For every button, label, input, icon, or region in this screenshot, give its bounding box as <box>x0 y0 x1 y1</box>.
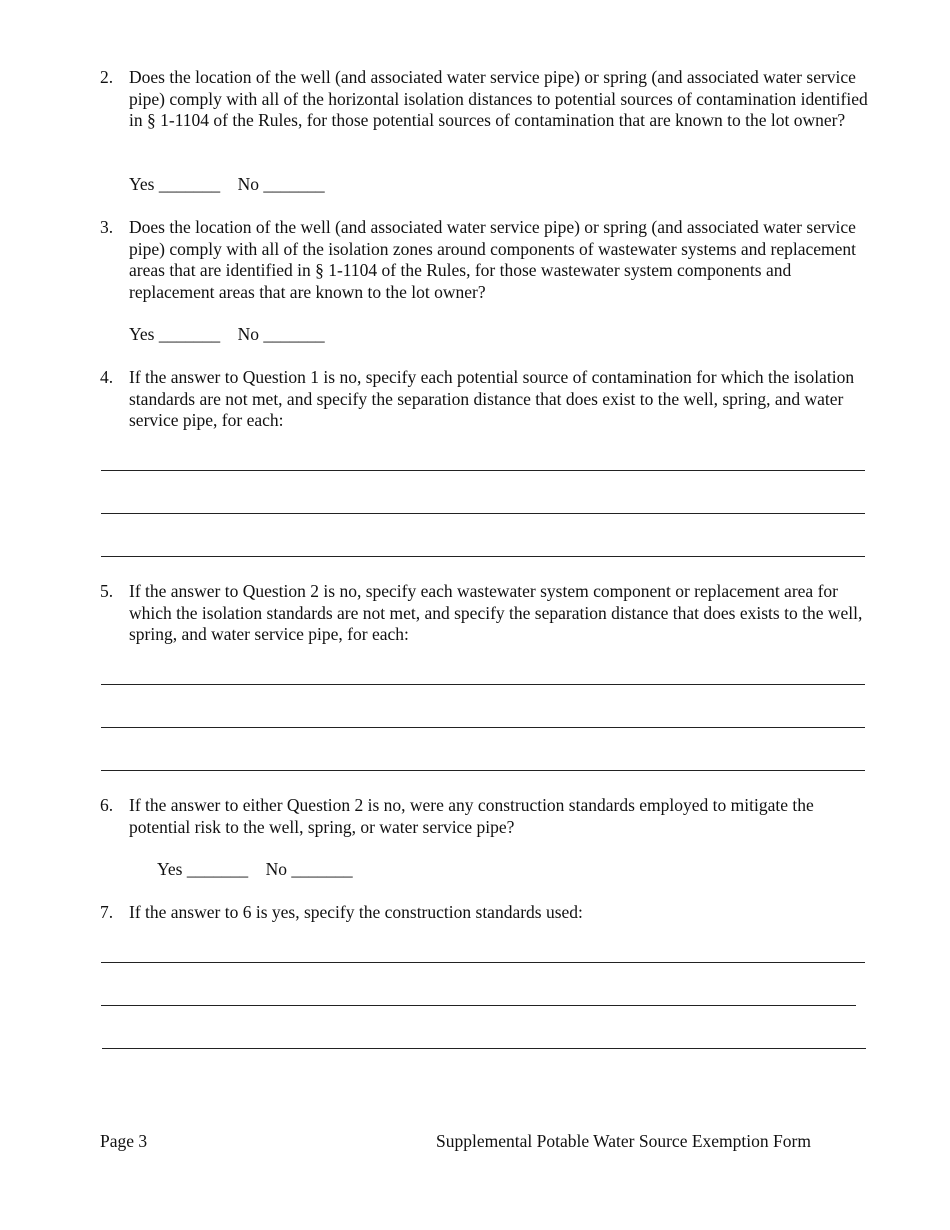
question-6 <box>100 795 870 838</box>
question-text: If the answer to Question 2 is no, specify each wastewater system component or replacement area for which the isolation standards are not met, and specify the separation distance that does exists to the well, spring, and water service pipe, for each: <box>129 581 863 644</box>
question-2 <box>100 67 870 132</box>
question-text: If the answer to 6 is yes, specify the construction standards used: <box>129 902 583 922</box>
question-number: 3. <box>100 217 114 237</box>
answer-line[interactable] <box>101 727 865 728</box>
question-text: If the answer to either Question 2 is no, were any construction standards employed to mitigate the potential risk to the well, spring, or water service pipe? <box>129 795 814 837</box>
answer-line[interactable] <box>101 470 865 471</box>
question-number: 5. <box>100 581 114 601</box>
yes-no-answer-q2[interactable]: Yes _______ No _______ <box>129 174 325 194</box>
question-7 <box>100 902 870 924</box>
answer-line[interactable] <box>101 770 865 771</box>
answer-line[interactable] <box>101 684 865 685</box>
page-number: Page 3 <box>100 1131 148 1151</box>
question-3 <box>100 217 870 303</box>
answer-line[interactable] <box>101 513 865 514</box>
question-number: 4. <box>100 367 114 387</box>
answer-line[interactable] <box>101 556 865 557</box>
question-5 <box>100 581 870 646</box>
answer-line[interactable] <box>102 1048 866 1049</box>
question-number: 7. <box>100 902 114 922</box>
question-number: 2. <box>100 67 114 87</box>
question-4 <box>100 367 870 432</box>
answer-line[interactable] <box>101 1005 856 1006</box>
question-number: 6. <box>100 795 114 815</box>
question-text: Does the location of the well (and associated water service pipe) or spring (and associated water service pipe) comply with all of the horizontal isolation distances to potential sources of contamination identified in § 1-1104 of the Rules, for those potential sources of contamination that are known to the lot owner? <box>129 67 868 130</box>
form-title: Supplemental Potable Water Source Exemption Form <box>436 1131 811 1151</box>
question-text: If the answer to Question 1 is no, specify each potential source of contamination for which the isolation standards are not met, and specify the separation distance that does exist to the well, spring, and water service pipe, for each: <box>129 367 855 430</box>
yes-no-answer-q6[interactable]: Yes _______ No _______ <box>157 859 353 879</box>
question-text: Does the location of the well (and associated water service pipe) or spring (and associated water service pipe) comply with all of the isolation zones around components of wastewater systems and replacement areas that are identified in § 1-1104 of the Rules, for those wastewater system components and replacement areas that are known to the lot owner? <box>129 217 857 302</box>
answer-line[interactable] <box>101 962 865 963</box>
yes-no-answer-q3[interactable]: Yes _______ No _______ <box>129 324 325 344</box>
